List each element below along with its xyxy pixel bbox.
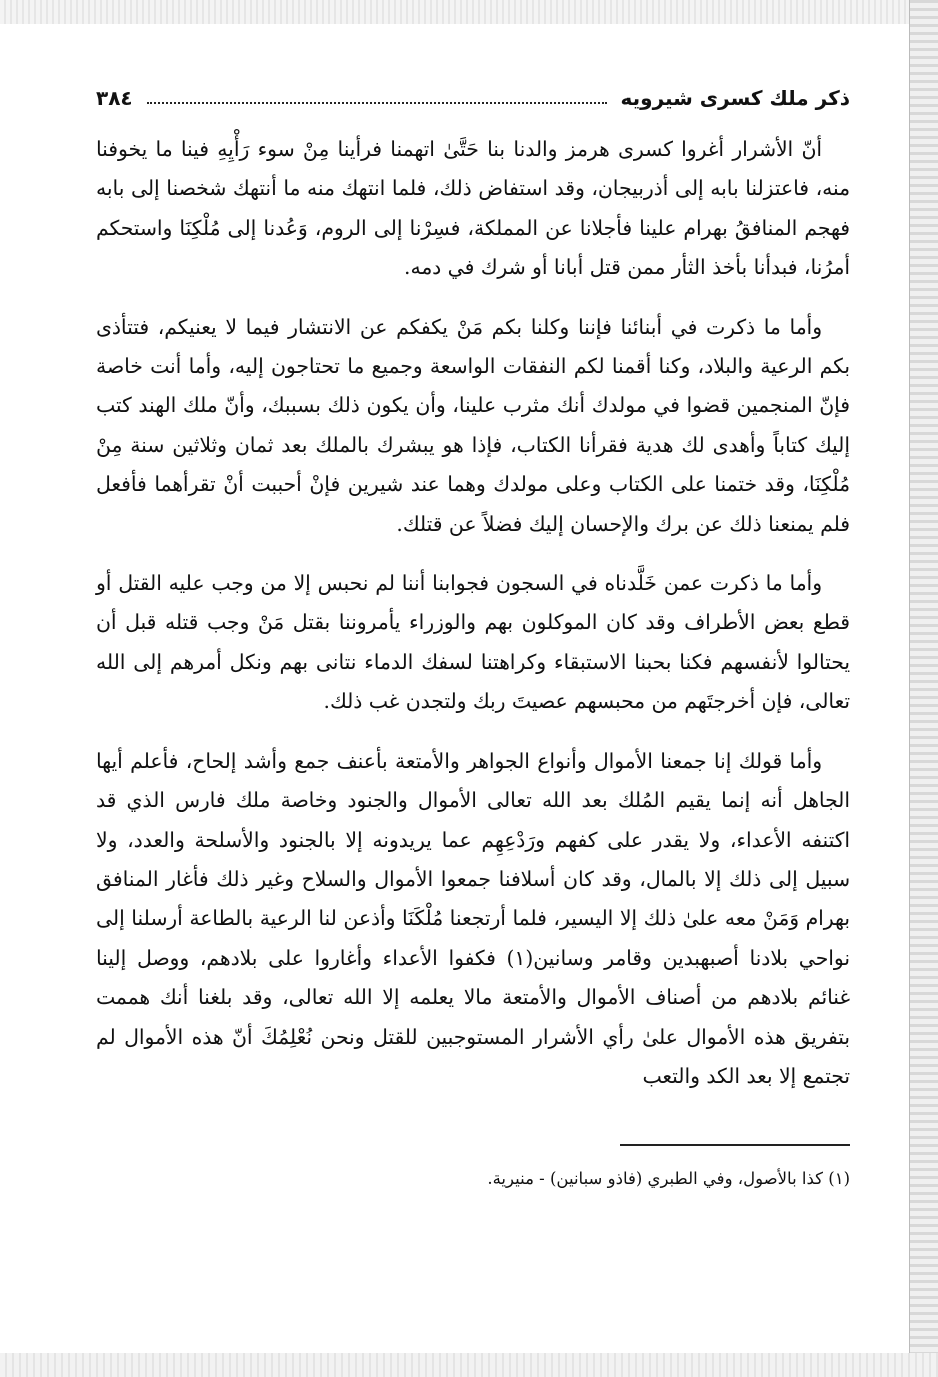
paragraph-2: وأما ما ذكرت في أبنائنا فإننا وكلنا بكم مَنْ يكفكم عن الانتشار فيما لا يعنيكم، فتتأذى بكم الرعية والبلاد، وكنا أقمنا لكم النفقات الواسعة وجميع ما تحتاجون إليه، وأما أنت خاصة فإنّ المنجمين قضوا في مولدك أنك مثرب علينا، وأن يكون ذلك بسببك، وأنّ ملك الهند كتب إليك كتاباً وأهدى لك هدية فقرأنا الكتاب، فإذا هو يبشرك بالملك بعد ثمان وثلاثين سنة مِنْ مُلْكِنَا، وقد ختمنا على الكتاب وعلى مولدك وهما عند شيرين فإنْ أحببت أنْ تقرأهما فأفعل فلم يمنعنا ذلك عن برك والإحسان إليك فضلاً عن قتلك.: [96, 314, 850, 536]
paragraph-4: وأما قولك إنا جمعنا الأموال وأنواع الجواهر والأمتعة بأعنف جمع وأشد إلحاح، فأعلم أيها الجاهل أنه إنما يقيم المُلك بعد الله تعالى الأموال والجنود وخاصة ملك فارس الذي قد اكتنفه الأعداء، ولا يقدر على كفهم ورَدْعِهِم عما يريدونه إلا بالجنود والأسلحة والعدد، ولا سبيل إلى ذلك إلا بالمال، وقد كان أسلافنا جمعوا الأموال والسلاح وغير ذلك فأغار المنافق بهرام وَمَنْ معه علىٰ ذلك إلا اليسير، فلما أرتجعنا مُلْكَنَا وأذعن لنا الرعية بالطاعة أرسلنا إلى نواحي بلادنا أصبهبدين وقامر وسانين(١) فكفوا الأعداء وأغاروا على بلادهم، ووصل إلينا غنائم بلادهم من أصناف الأموال والأمتعة مالا يعلمه إلا الله تعالى، وقد بلغنا أنك هممت بتفريق هذه الأموال علىٰ رأي الأشرار المستوجبين للقتل ونحن نُعْلِمُكَ أنّ هذه الأموال لم تجتمع إلا بعد الكد والتعب: [96, 748, 850, 1088]
page-number: ٣٨٤: [96, 86, 133, 110]
scan-border-right: [909, 0, 938, 1377]
page-header: [96, 78, 850, 118]
paragraph-1: أنّ الأشرار أغروا كسرى هرمز والدنا بنا حَتَّىٰ اتهمنا فرأينا مِنْ سوء رَأْيِهِ فينا ما يخوفنا منه، فاعتزلنا بابه إلى أذربيجان، وقد استفاض ذلك، فلما انتهك منه ما أنتهك شخصنا إلى بابه فهجم المنافقُ بهرام علينا فأجلانا عن المملكة، فسِرْنا إلى الروم، وَعُدنا إلى مُلْكِنَا واستحكم أمرُنا، فبدأنا بأخذ الثأر ممن قتل أبانا أو شرك في دمه.: [96, 137, 850, 280]
main-text: [96, 130, 850, 1096]
running-title: ذكر ملك كسرى شيرويه: [620, 86, 850, 110]
paragraph-3: وأما ما ذكرت عمن خَلَّدناه في السجون فجوابنا أننا لم نحبس إلا من وجب عليه القتل أو قطع بعض الأطراف وقد كان الموكلون بهم والوزراء يأمروننا بقتل مَنْ وجب قتله قبل أن يحتالوا لأنفسهم فكنا بحبنا الاستبقاء وكراهتنا لسفك الدماء نتانى بهم ونكل أمرهم إلى الله تعالى، فإن أخرجتَهم من محبسهم عصيتَ ربك ولتجدن غب ذلك.: [96, 571, 850, 714]
scan-border-top: [0, 0, 938, 24]
footnote-separator: [620, 1144, 850, 1146]
scan-border-bottom: [0, 1353, 938, 1377]
header-dotted-leader: [147, 102, 607, 104]
footnote: (١) كذا بالأصول، وفي الطبري (فاذو سبانين) - منيرية.: [487, 1169, 850, 1188]
book-page: [96, 78, 850, 1338]
